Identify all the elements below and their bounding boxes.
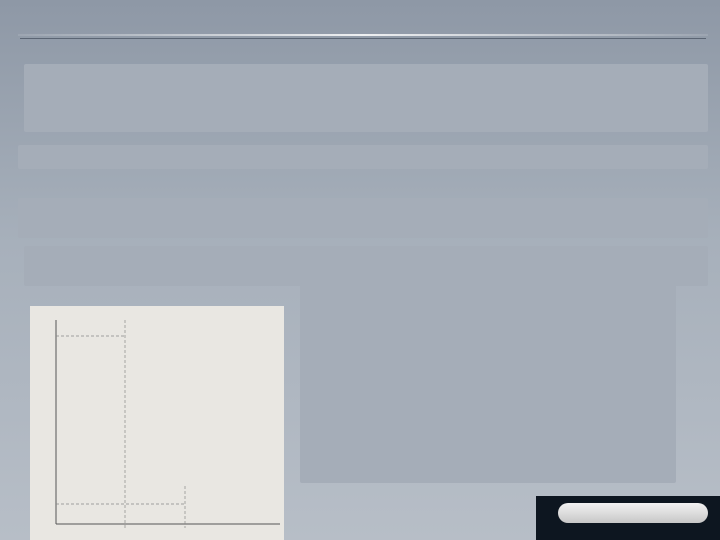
slide-title (20, 8, 710, 34)
logo-url[interactable] (558, 503, 708, 523)
risks-heading-box (18, 145, 708, 169)
summary-box (300, 283, 676, 483)
buyer-risk-box (24, 246, 708, 286)
title-divider-line (20, 38, 706, 39)
operating-curve-image (30, 306, 284, 540)
intro-box (24, 64, 708, 132)
operating-curve-line (56, 322, 278, 523)
operating-curve-svg (30, 306, 284, 540)
supplier-risk-box (18, 198, 708, 238)
brand-logo[interactable] (536, 496, 720, 540)
title-divider (18, 34, 708, 36)
